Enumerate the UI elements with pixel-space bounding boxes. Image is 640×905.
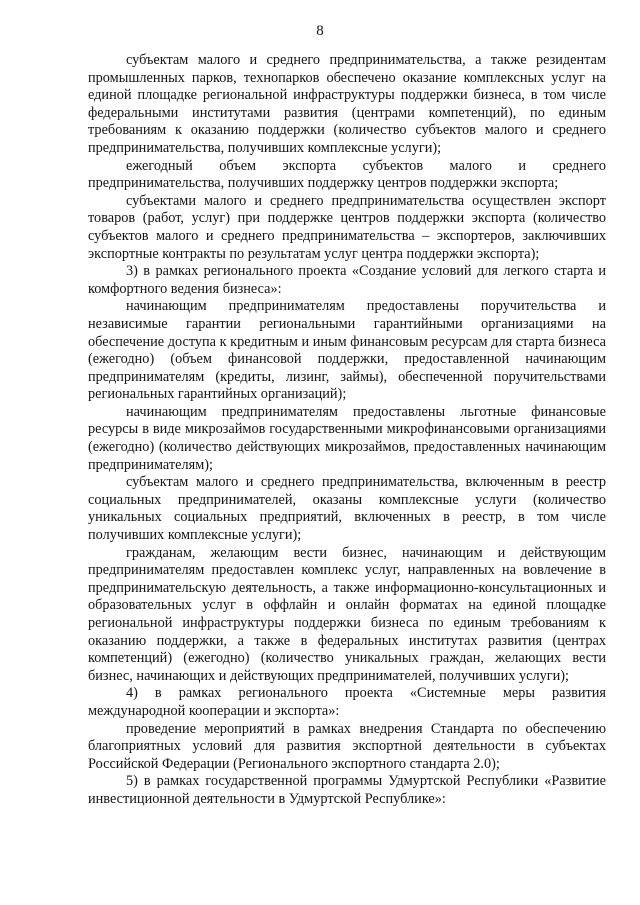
paragraph: гражданам, желающим вести бизнес, начинающим и действующим предпринимателям предоставлен комплекс услуг, направленных на вовлечение в предпринимательскую деятельность, а также информационно-консультационных и образовательных услуг в оффлайн и онлайн форматах на единой площадке региональной инфраструктуры поддержки бизнеса по единым требованиям к оказанию поддержки, а также в федеральных институтах развития (центрах компетенций) (ежегодно) (количество уникальных граждан, желающих вести бизнес, начинающих и действующих предпринимателей, получивших услуги); [88, 544, 606, 684]
paragraph: субъектами малого и среднего предпринимательства осуществлен экспорт товаров (работ, услуг) при поддержке центров поддержки экспорта (количество субъектов малого и среднего предпринимательства – экспортеров, заключивших экспортные контракты по результатам услуг центра поддержки экспорта); [88, 192, 606, 262]
paragraph: начинающим предпринимателям предоставлены поручительства и независимые гарантии региональными гарантийными организациями на обеспечение доступа к кредитным и иным финансовым ресурсам для старта бизнеса (ежегодно) (объем финансовой поддержки, предоставленной начинающим предпринимателям (кредиты, лизинг, займы), обеспеченной поручительствами региональных гарантийных организаций); [88, 298, 606, 403]
page-number: 8 [316, 23, 324, 39]
paragraph: субъектам малого и среднего предпринимательства, включенным в реестр социальных предпринимателей, оказаны комплексные услуги (количество уникальных социальных предприятий, включенных в реестр, в том числе получивших комплексные услуги); [88, 474, 606, 544]
paragraph: 3) в рамках регионального проекта «Создание условий для легкого старта и комфортного ведения бизнеса»: [88, 263, 606, 297]
document-body [88, 52, 606, 809]
paragraph: начинающим предпринимателям предоставлены льготные финансовые ресурсы в виде микрозаймов государственными микрофинансовыми организациями (ежегодно) (количество действующих микрозаймов, предоставленных начинающим предпринимателям); [88, 403, 606, 473]
paragraph: ежегодный объем экспорта субъектов малого и среднего предпринимательства, получивших поддержку центров поддержки экспорта; [88, 157, 606, 192]
paragraph: субъектам малого и среднего предпринимательства, а также резидентам промышленных парков, технопарков обеспечено оказание комплексных услуг на единой площадке региональной инфраструктуры поддержки бизнеса, в том числе федеральными институтами развития (центрами компетенций), по единым требованиям к оказанию поддержки (количество субъектов малого и среднего предпринимательства, получивших комплексные услуги); [88, 52, 606, 156]
paragraph: 4) в рамках регионального проекта «Системные меры развития международной кооперации и экспорта»: [88, 685, 606, 719]
paragraph: 5) в рамках государственной программы Удмуртской Республики «Развитие инвестиционной деятельности в Удмуртской Республике»: [88, 773, 606, 807]
paragraph: проведение мероприятий в рамках внедрения Стандарта по обеспечению благоприятных условий для развития экспортной деятельности в субъектах Российской Федерации (Регионального экспортного стандарта 2.0); [88, 720, 606, 772]
